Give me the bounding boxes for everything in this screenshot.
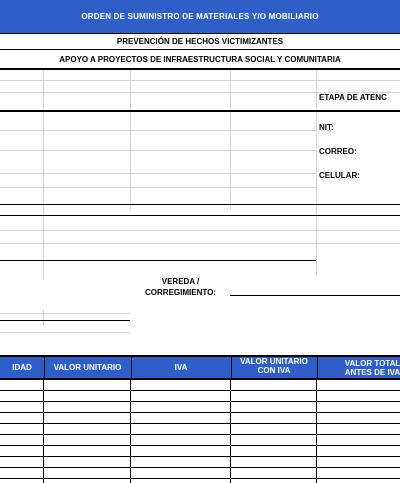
vereda-label-line2: CORREGIMIENTO: <box>145 288 216 297</box>
table-row[interactable] <box>0 467 400 468</box>
grid-row-line <box>0 173 316 174</box>
grid-row-line <box>0 80 400 81</box>
celular-label: CELULAR: <box>319 171 360 180</box>
col-header-valor-con-iva: VALOR UNITARIO CON IVA <box>231 357 318 378</box>
nit-label: NIT: <box>319 123 334 132</box>
grid-row-line <box>0 187 316 188</box>
section-rule <box>0 260 316 261</box>
program-title: PREVENCIÓN DE HECHOS VICTIMIZANTES <box>0 33 400 50</box>
table-row[interactable] <box>0 412 400 413</box>
grid-row-line <box>0 130 316 131</box>
table-row[interactable] <box>0 445 400 446</box>
table-row[interactable] <box>0 423 400 424</box>
grid-col-line <box>43 70 44 280</box>
form-banner: ORDEN DE SUMINISTRO DE MATERIALES Y/O MOBILIARIO <box>0 0 400 33</box>
section-rule <box>0 215 400 216</box>
vereda-underline <box>230 295 400 296</box>
vereda-label-line1: VEREDA / <box>161 277 200 286</box>
table-row[interactable] <box>0 478 400 479</box>
items-table-body <box>0 380 400 483</box>
section-rule <box>0 110 400 112</box>
table-row[interactable] <box>0 401 400 402</box>
table-row[interactable] <box>0 390 400 391</box>
col-header-valor-total: VALOR TOTAL ANTES DE IVA <box>344 358 400 377</box>
col-header-valor-unitario: VALOR UNITARIO <box>44 357 132 378</box>
grid-col-line <box>130 70 131 210</box>
grid-row-line <box>0 230 400 231</box>
grid-row-line <box>0 150 316 151</box>
items-table-header <box>0 355 400 380</box>
table-row[interactable] <box>0 434 400 435</box>
correo-label: CORREO: <box>319 147 357 156</box>
grid-col-line <box>316 70 317 275</box>
grid-row-line <box>0 243 400 244</box>
col-header-iva: IVA <box>131 357 232 378</box>
vereda-label <box>133 276 228 298</box>
section-rule <box>0 204 400 205</box>
etapa-label: ETAPA DE ATENC <box>319 93 387 102</box>
col-header-cantidad: IDAD <box>0 357 45 378</box>
form-grid <box>0 70 400 355</box>
grid-row-line <box>0 313 130 314</box>
project-title: APOYO A PROYECTOS DE INFRAESTRUCTURA SOCIAL Y COMUNITARIA <box>0 50 400 70</box>
grid-col-line <box>230 70 231 210</box>
section-rule <box>0 320 130 321</box>
grid-row-line <box>0 332 130 333</box>
table-row[interactable] <box>0 456 400 457</box>
